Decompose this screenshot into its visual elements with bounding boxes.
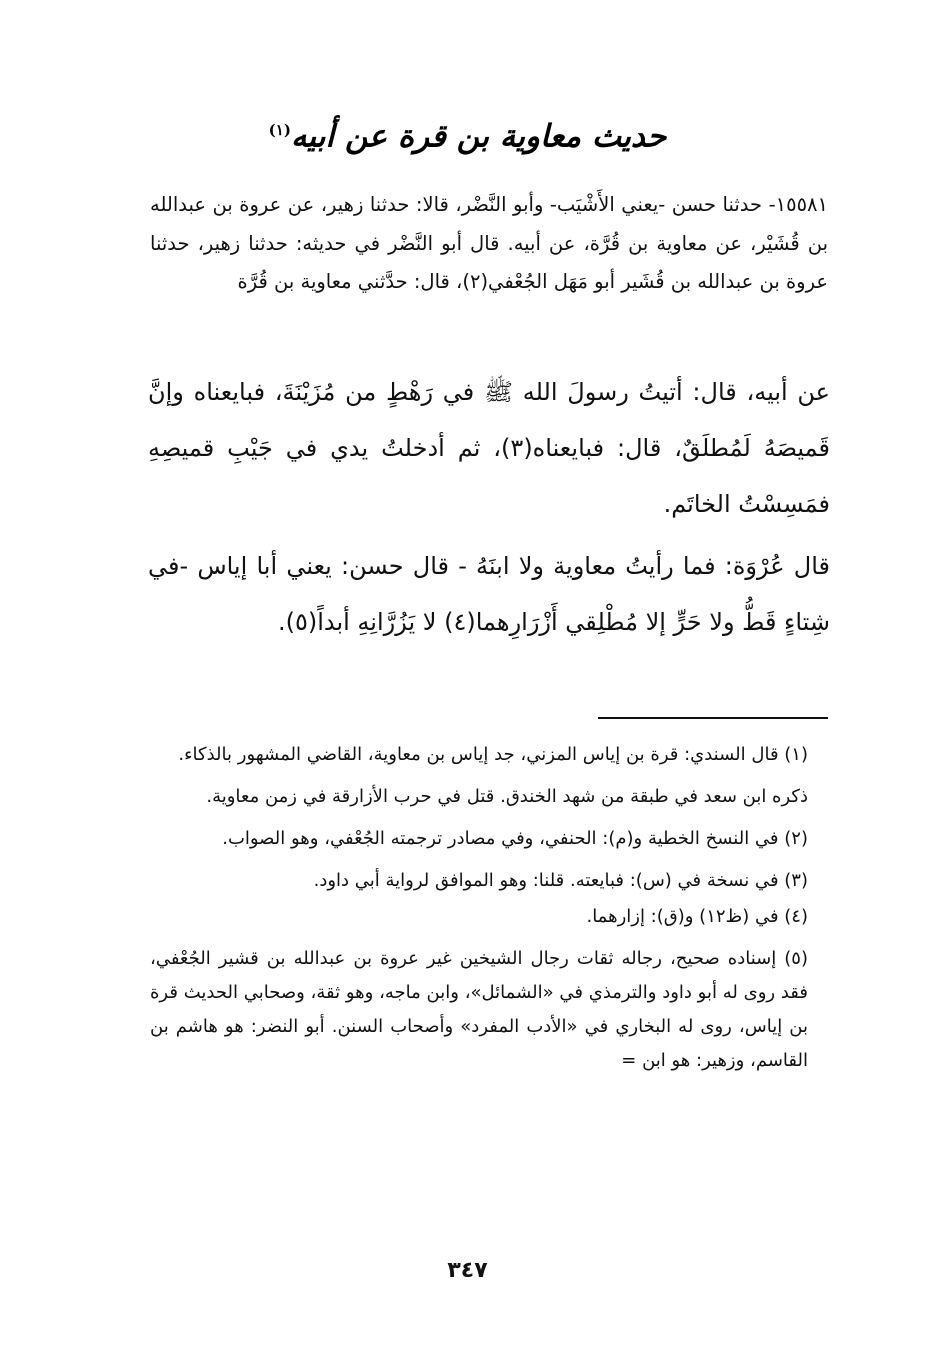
footnote-divider xyxy=(598,717,828,719)
footnote-1-continued: ذكره ابن سعد في طبقة من شهد الخندق. قتل في حرب الأزارقة في زمن معاوية. xyxy=(206,786,808,807)
footnote-4: (٤) في (ظ١٢) و(ق): إزارهما. xyxy=(586,906,808,927)
hadith-isnad: ١٥٥٨١- حدثنا حسن -يعني الأَشْيَب- وأبو النَّضْر، قالا: حدثنا زهير، عن عروة بن عبدالله بن قُشَيْر، عن معاوية بن قُرَّة، عن أبيه. قال أبو النَّضْر في حديثه: حدثنا زهير، حدثنا عروة بن عبدالله بن قُشَير أبو مَهَل الجُعْفي(٢)، قال: حدَّثني معاوية بن قُرَّة xyxy=(150,193,828,293)
footnote-3: (٣) في نسخة في (س): فبايعته. قلنا: وهو الموافق لرواية أبي داود. xyxy=(313,870,808,891)
footnote-5: (٥) إسناده صحيح، رجاله ثقات رجال الشيخين غير عروة بن عبدالله بن قشير الجُعْفي، فقد روى له أبو داود والترمذي في «الشمائل»، وابن ماجه، وهو ثقة، وصحابي الحديث قرة بن إياس، روى له البخاري في «الأدب المفرد» وأصحاب السنن. أبو النضر: هو هاشم بن القاسم، وزهير: هو ابن = xyxy=(150,948,808,1071)
footnote-2: (٢) في النسخ الخطية و(م): الحنفي، وفي مصادر ترجمته الجُعْفي، وهو الصواب. xyxy=(222,828,808,849)
chapter-title xyxy=(0,108,935,158)
footnote-1: (١) قال السندي: قرة بن إياس المزني، جد إياس بن معاوية، القاضي المشهور بالذكاء. xyxy=(178,744,808,765)
page-number: ٣٤٧ xyxy=(447,1258,488,1283)
title-footnote-marker: (١) xyxy=(268,121,291,139)
hadith-text-paragraph-1: عن أبيه، قال: أتيتُ رسولَ الله ﷺ في رَهْطٍ من مُزَيْنَةَ، فبايعناه وإنَّ قَميصَهُ لَمُطلَقٌ، قال: فبايعناه(٣)، ثم أدخلتُ يدي في جَيْبِ قميصِهِ فمَسِسْتُ الخاتَم. xyxy=(148,378,830,518)
chapter-title-text: حديث معاوية بن قرة عن أبيه xyxy=(290,118,667,155)
footnotes xyxy=(150,738,828,1086)
hadith-text-paragraph-2: قال عُرْوَة: فما رأيتُ معاوية ولا ابنَهُ - قال حسن: يعني أبا إياس -في شِتاءٍ قَطُّ ولا حَرٍّ إلا مُطْلِقي أَزْرَارِهما(٤) لا يَزُرَّانِهِ أبداً(٥). xyxy=(148,552,830,636)
